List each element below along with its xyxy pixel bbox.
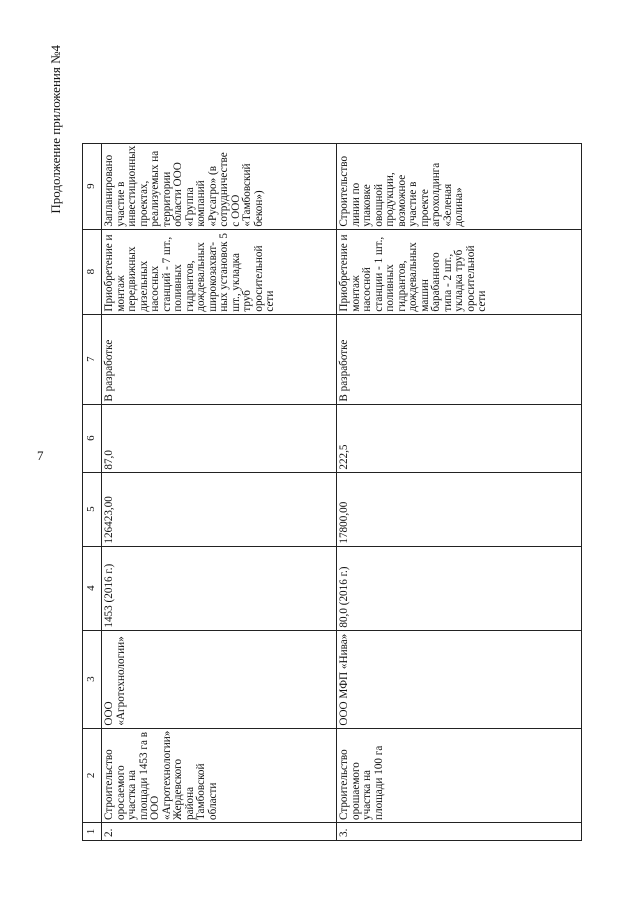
header-row [83,143,102,840]
row-number: 3. [337,823,582,841]
note: Строительство линии по упаковке овощной продукции, возможное участие в проекте агрохолдинга «Зеленая долина» [337,143,582,229]
column-header: 9 [83,143,102,229]
status: В разработке [102,314,337,404]
column-header: 8 [83,229,102,314]
page-number: 7 [37,448,44,463]
cost: 126423,00 [102,472,337,546]
equipment: Приобретение и монтаж передвижных дизельных насосных станций - 7 шт., поливных гидрантов, дождевальных широкозахват-ных установок 5 шт., укладка труб оросительной сети [102,229,337,314]
equipment: Приобретение и монтаж насосной станции - 1 шт., поливных гидрантов, дождевальных машин барабанного типа - 2 шт., укладка труб оросительной сети [337,229,582,314]
area: 1453 (2016 г.) [102,546,337,630]
status: В разработке [337,314,582,404]
project-name: Строительство оросаемого участка на площади 1453 га в ООО «Агротехнологии» Жердевского района Тамбовской области [102,728,337,822]
cost: 17800,00 [337,472,582,546]
organization: ООО МФП «Нива» [337,630,582,728]
row-number: 2. [102,823,337,841]
column-header: 1 [83,823,102,841]
column-header: 2 [83,728,102,822]
column-header: 7 [83,314,102,404]
project-name: Строительство орошаемого участка на площади 100 га [337,728,582,822]
table-row [102,143,337,840]
appendix-title: Продолжение приложения №4 [48,45,63,214]
note: Запланировано участие в инвестиционных проектах, реализуемых на территории области ООО «Группа компаний «Русагро» (в сотрудничестве с ООО «Тамбовский бекон») [102,143,337,229]
column-6-value: 87,0 [102,404,337,472]
column-header: 6 [83,404,102,472]
table-row [337,143,582,840]
column-header: 3 [83,630,102,728]
column-6-value: 222,5 [337,404,582,472]
area: 80,0 (2016 г.) [337,546,582,630]
column-header: 5 [83,472,102,546]
organization: ООО «Агротехнологии» [102,630,337,728]
column-header: 4 [83,546,102,630]
projects-table [82,143,582,841]
